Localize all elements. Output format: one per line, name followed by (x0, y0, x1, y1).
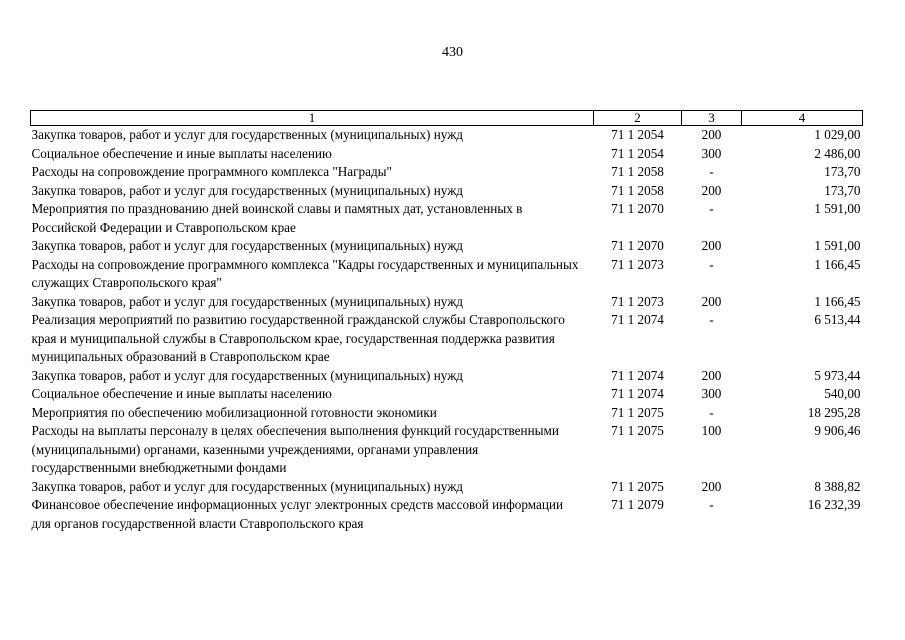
table-row (31, 126, 863, 145)
row-amount: 2 486,00 (814, 145, 861, 161)
row-expense-type: 200 (701, 478, 722, 494)
row-name: Закупка товаров, работ и услуг для государственных (муниципальных) нужд (31, 238, 464, 253)
header-row (31, 111, 863, 126)
budget-table (30, 110, 863, 533)
row-amount: 8 388,82 (814, 478, 861, 494)
row-name: Мероприятия по празднованию дней воинской славы и памятных дат, установленных в Российской Федерации и Ставропольском крае (31, 201, 523, 235)
row-name: Расходы на выплаты персоналу в целях обеспечения выполнения функций государственными (муниципальными) органами, казенными учреждениями, органами управления государственными внебюджетными фондами (31, 423, 559, 475)
table-row (31, 385, 863, 404)
page-number: 430 (442, 45, 463, 60)
table-row (31, 182, 863, 201)
row-amount: 5 973,44 (814, 367, 861, 383)
row-code: 71 1 2073 (611, 256, 664, 272)
row-name: Закупка товаров, работ и услуг для государственных (муниципальных) нужд (31, 478, 464, 494)
row-amount: 540,00 (824, 386, 861, 401)
row-amount: 1 591,00 (814, 201, 861, 216)
row-expense-type: - (709, 201, 714, 216)
row-code: 71 1 2075 (611, 478, 664, 494)
row-name: Социальное обеспечение и иные выплаты населению (31, 386, 332, 401)
row-code: 71 1 2054 (611, 145, 664, 161)
table-row (31, 200, 863, 237)
row-code: 71 1 2075 (611, 404, 664, 420)
row-code: 71 1 2073 (611, 293, 664, 309)
row-name: Расходы на сопровождение программного комплекса "Кадры государственных и муниципальных служащих Ставропольского края" (31, 256, 579, 290)
row-code: 71 1 2074 (611, 367, 664, 383)
row-code: 71 1 2054 (611, 127, 664, 142)
row-amount: 1 029,00 (814, 127, 861, 142)
row-code: 71 1 2075 (611, 423, 664, 438)
row-code: 71 1 2070 (611, 201, 664, 216)
table-row (31, 256, 863, 293)
header-col-1: 1 (31, 111, 594, 126)
row-amount: 173,70 (824, 182, 861, 198)
table-row (31, 404, 863, 423)
row-expense-type: 200 (701, 293, 722, 309)
row-code: 71 1 2058 (611, 182, 664, 198)
row-name: Финансовое обеспечение информационных услуг электронных средств массовой информации для органов государственной власти Ставропольского края (31, 497, 564, 531)
row-code: 71 1 2058 (611, 164, 664, 179)
row-amount: 18 295,28 (807, 404, 861, 420)
row-name: Реализация мероприятий по развитию государственной гражданской службы Ставропольского края и муниципальной службы в Ставропольском крае, государственная поддержка развития муниципальных образований в Ставропольском крае (31, 312, 565, 364)
row-expense-type: - (709, 404, 714, 420)
row-expense-type: - (709, 256, 714, 272)
row-amount: 16 232,39 (807, 497, 861, 512)
row-amount: 1 166,45 (814, 293, 861, 309)
row-expense-type: 300 (701, 386, 722, 401)
row-name: Расходы на сопровождение программного комплекса "Награды" (31, 164, 392, 179)
table-row (31, 496, 863, 533)
row-name: Закупка товаров, работ и услуг для государственных (муниципальных) нужд (31, 182, 464, 198)
table-row (31, 311, 863, 367)
row-name: Закупка товаров, работ и услуг для государственных (муниципальных) нужд (31, 127, 464, 142)
row-amount: 1 166,45 (814, 256, 861, 272)
table-row (31, 163, 863, 182)
row-expense-type: - (709, 312, 714, 327)
header-col-3: 3 (682, 111, 742, 126)
row-expense-type: - (709, 164, 714, 179)
table-row (31, 293, 863, 312)
row-code: 71 1 2079 (611, 497, 664, 512)
row-name: Закупка товаров, работ и услуг для государственных (муниципальных) нужд (31, 293, 464, 309)
row-code: 71 1 2074 (611, 386, 664, 401)
row-name: Мероприятия по обеспечению мобилизационной готовности экономики (31, 404, 437, 420)
row-expense-type: 200 (701, 127, 722, 142)
row-expense-type: 200 (701, 182, 722, 198)
row-amount: 6 513,44 (814, 312, 861, 327)
row-code: 71 1 2074 (611, 312, 664, 327)
row-expense-type: 200 (701, 238, 722, 253)
row-expense-type: - (709, 497, 714, 512)
row-expense-type: 100 (701, 423, 722, 438)
table-row (31, 237, 863, 256)
row-amount: 1 591,00 (814, 238, 861, 253)
table-row (31, 145, 863, 164)
table-row (31, 478, 863, 497)
row-amount: 173,70 (824, 164, 861, 179)
header-col-4: 4 (742, 111, 863, 126)
row-name: Закупка товаров, работ и услуг для государственных (муниципальных) нужд (31, 367, 464, 383)
row-name: Социальное обеспечение и иные выплаты населению (31, 145, 332, 161)
row-expense-type: 300 (701, 145, 722, 161)
header-col-2: 2 (594, 111, 682, 126)
table-row (31, 367, 863, 386)
row-amount: 9 906,46 (814, 423, 861, 438)
row-expense-type: 200 (701, 367, 722, 383)
row-code: 71 1 2070 (611, 238, 664, 253)
table-row (31, 422, 863, 478)
